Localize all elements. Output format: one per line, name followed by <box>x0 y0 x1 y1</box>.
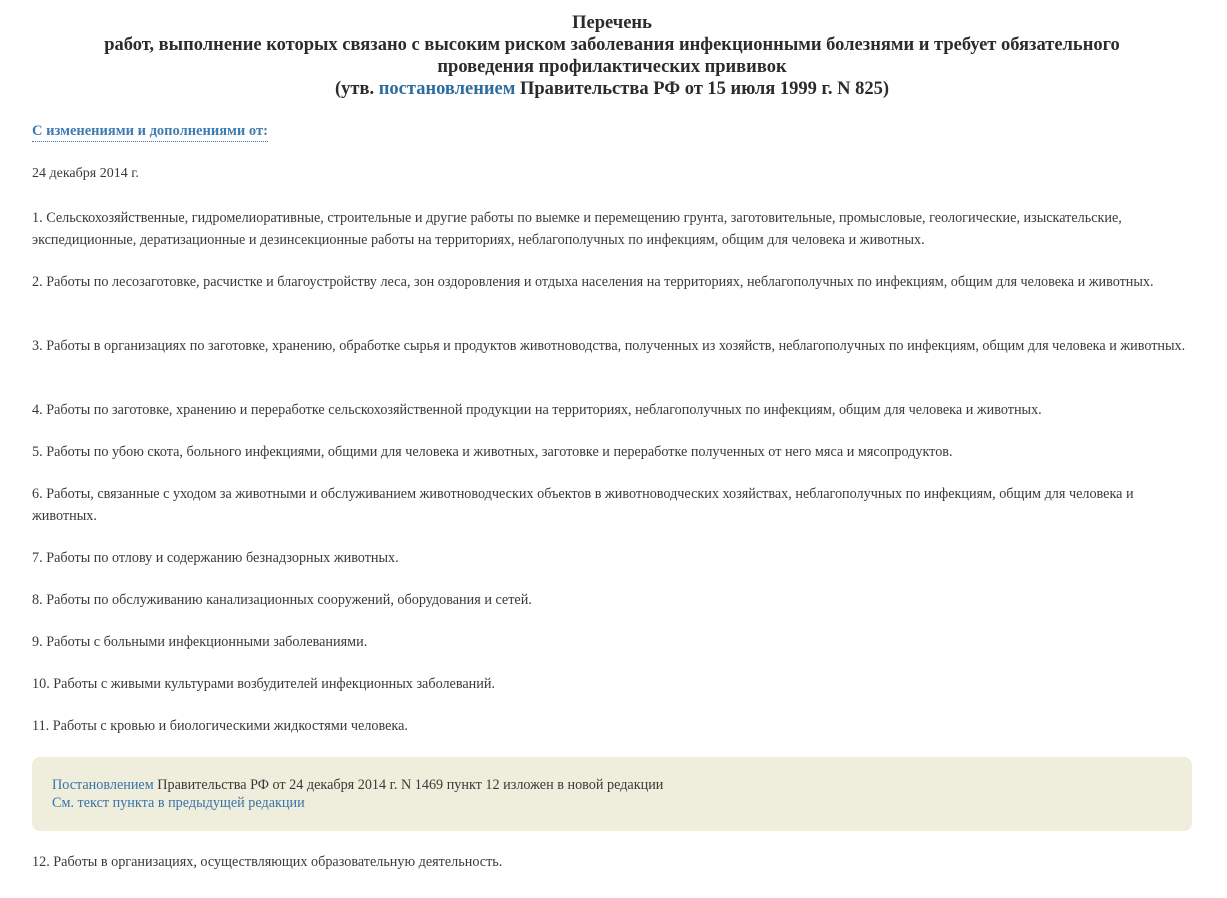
title-line-4 <box>32 78 1192 100</box>
list-item-5: 5. Работы по убою скота, больного инфекциями, общими для человека и животных, заготовке и переработке полученных от него мяса и мясопродуктов. <box>32 444 953 460</box>
title-approval-suffix: Правительства РФ от 15 июля 1999 г. N 825) <box>515 79 889 99</box>
title-line-1: Перечень <box>572 13 652 33</box>
list-item-12: 12. Работы в организациях, осуществляющих образовательную деятельность. <box>32 854 503 870</box>
amendment-note <box>32 757 1192 831</box>
list-item-8: 8. Работы по обслуживанию канализационных сооружений, оборудования и сетей. <box>32 592 532 608</box>
list-item-9: 9. Работы с больными инфекционными заболеваниями. <box>32 634 368 650</box>
amendment-note-line-1 <box>52 776 1172 794</box>
list-item-10: 10. Работы с живыми культурами возбудителей инфекционных заболеваний. <box>32 676 495 692</box>
document-title <box>32 12 1192 100</box>
list-item-4: 4. Работы по заготовке, хранению и переработке сельскохозяйственной продукции на территориях, неблагополучных по инфекциям, общим для человека и животных. <box>32 402 1042 418</box>
change-date: 24 декабря 2014 г. <box>32 166 139 181</box>
list-item-11: 11. Работы с кровью и биологическими жидкостями человека. <box>32 718 408 734</box>
resolution-link[interactable]: постановлением <box>378 79 516 99</box>
title-approval-prefix: (утв. <box>335 79 379 99</box>
list-item-3: 3. Работы в организациях по заготовке, хранению, обработке сырья и продуктов животноводства, полученных из хозяйств, неблагополучных по инфекциям, общим для человека и животных. <box>32 338 1186 354</box>
list-item-6: 6. Работы, связанные с уходом за животными и обслуживанием животноводческих объектов в животноводческих хозяйствах, неблагополучных по инфекциям, общим для человека и животных. <box>32 486 1134 524</box>
list-item-2: 2. Работы по лесозаготовке, расчистке и благоустройству леса, зон оздоровления и отдыха населения на территориях, неблагополучных по инфекциям, общим для человека и животных. <box>32 274 1154 290</box>
title-line-2: работ, выполнение которых связано с высоким риском заболевания инфекционными болезнями и требует обязательного <box>104 35 1120 55</box>
list-item-1: 1. Сельскохозяйственные, гидромелиоративные, строительные и другие работы по выемке и перемещению грунта, заготовительные, промысловые, геологические, изыскательские, экспедиционные, дератизационные и дезинсекционные работы на территориях, неблагополучных по инфекциям, общим для человека и животных. <box>32 210 1122 248</box>
amendment-resolution-link[interactable]: Постановлением <box>52 777 154 793</box>
changes-link[interactable]: С изменениями и дополнениями от: <box>32 122 268 142</box>
amendment-note-text: Правительства РФ от 24 декабря 2014 г. N 1469 пункт 12 изложен в новой редакции <box>153 777 664 793</box>
previous-edition-link[interactable]: См. текст пункта в предыдущей редакции <box>52 795 305 811</box>
title-line-3: проведения профилактических прививок <box>437 57 787 77</box>
list-item-7: 7. Работы по отлову и содержанию безнадзорных животных. <box>32 550 399 566</box>
